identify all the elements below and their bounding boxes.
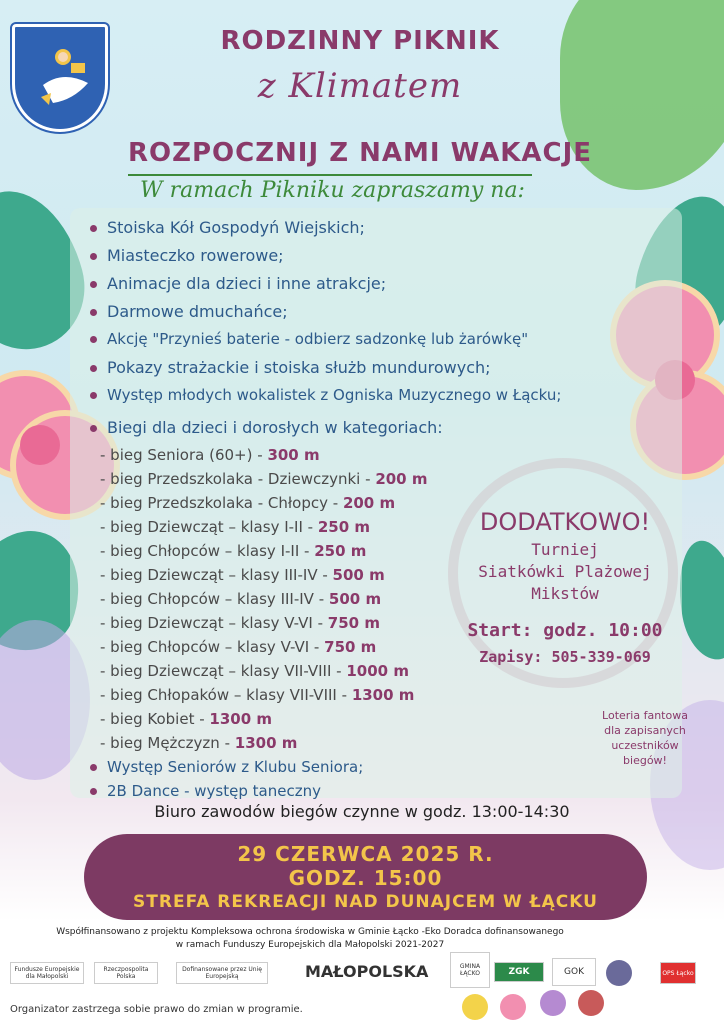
race-item xyxy=(100,518,370,536)
program-item-text: Animacje dla dzieci i inne atrakcje; xyxy=(107,274,387,293)
race-distance: 1000 m xyxy=(346,662,409,680)
race-name: - bieg Dziewcząt – klasy III-IV - xyxy=(100,566,328,584)
logo-fundusze: Fundusze Europejskie dla Małopolski xyxy=(10,962,84,984)
race-distance: 200 m xyxy=(342,494,396,512)
logo-unia: Dofinansowane przez Unię Europejską xyxy=(176,962,268,984)
logo-gok: GOK xyxy=(552,958,596,986)
lottery-line: biegów! xyxy=(623,754,667,767)
race-distance: 1300 m xyxy=(209,710,273,728)
race-distance: 750 m xyxy=(327,614,380,632)
race-item xyxy=(100,470,427,488)
logo-ops: OPS Łącko xyxy=(660,962,696,984)
lottery-line: Loteria fantowa xyxy=(602,709,688,722)
extra-heading: DODATKOWO! xyxy=(479,508,651,536)
program-item xyxy=(90,274,386,293)
race-name: - bieg Mężczyzn - xyxy=(100,734,230,752)
program-item xyxy=(90,386,561,404)
race-name: - bieg Chłopców – klasy I-II - xyxy=(100,542,310,560)
program-item xyxy=(90,218,365,237)
event-time: GODZ. 15:00 xyxy=(288,866,443,890)
logo-gmina: GMINA ŁĄCKO xyxy=(450,952,490,988)
lottery-line: dla zapisanych xyxy=(604,724,686,737)
bullet-icon xyxy=(90,425,97,432)
race-name: - bieg Kobiet - xyxy=(100,710,205,728)
race-distance: 250 m xyxy=(317,518,371,536)
race-name: - bieg Przedszkolaka - Chłopcy - xyxy=(100,494,339,512)
race-name: - bieg Seniora (60+) - xyxy=(100,446,263,464)
title-main: RODZINNY PIKNIK xyxy=(220,26,500,56)
title-divider xyxy=(128,174,532,176)
logo-small-1 xyxy=(462,994,488,1020)
logo-small-2 xyxy=(500,994,526,1020)
cofinancing-line: w ramach Funduszy Europejskich dla Małopolski 2021-2027 xyxy=(175,940,445,950)
invite-text: W ramach Pikniku zapraszamy na: xyxy=(140,178,525,203)
race-name: - bieg Przedszkolaka - Dziewczynki - xyxy=(100,470,371,488)
race-distance: 750 m xyxy=(324,638,377,656)
lottery-line: uczestników xyxy=(611,739,679,752)
race-name: - bieg Chłopaków – klasy VII-VIII - xyxy=(100,686,348,704)
bullet-icon xyxy=(90,392,97,399)
program-item-text: Pokazy strażackie i stoiska służb mundurowych; xyxy=(107,358,491,377)
crest-figure-icon xyxy=(33,45,93,115)
extra-signup: Zapisy: 505-339-069 xyxy=(479,648,651,666)
program-item xyxy=(90,358,491,377)
program-item-text: Występ Seniorów z Klubu Seniora; xyxy=(107,758,364,776)
program-item-text: Biegi dla dzieci i dorosłych w kategoriach: xyxy=(107,418,443,437)
program-item xyxy=(90,330,528,348)
logo-small-4 xyxy=(578,990,604,1016)
race-item xyxy=(100,662,409,680)
extra-line: Turniej xyxy=(531,540,599,559)
race-distance: 500 m xyxy=(332,566,385,584)
office-hours: Biuro zawodów biegów czynne w godz. 13:00-14:30 xyxy=(154,802,570,821)
extra-line: Mikstów xyxy=(531,584,599,603)
bullet-icon xyxy=(90,225,97,232)
program-item xyxy=(90,782,321,800)
logo-small-5 xyxy=(606,960,632,986)
race-name: - bieg Dziewcząt – klasy V-VI - xyxy=(100,614,323,632)
footer-note: Organizator zastrzega sobie prawo do zmian w programie. xyxy=(10,1004,303,1015)
race-item xyxy=(100,638,376,656)
program-item xyxy=(90,758,363,776)
race-item xyxy=(100,446,320,464)
title-script: z Klimatem xyxy=(257,66,463,106)
event-place: STREFA REKREACJI NAD DUNAJCEM W ŁĄCKU xyxy=(133,892,598,912)
program-item-text: Stoiska Kół Gospodyń Wiejskich; xyxy=(107,218,365,237)
race-item xyxy=(100,494,395,512)
bullet-icon xyxy=(90,365,97,372)
race-distance: 1300 m xyxy=(351,686,415,704)
logo-malopolska: MAŁOPOLSKA xyxy=(305,962,429,981)
race-distance: 500 m xyxy=(328,590,382,608)
program-item-text: Miasteczko rowerowe; xyxy=(107,246,284,265)
race-item xyxy=(100,710,272,728)
race-name: - bieg Dziewcząt – klasy VII-VIII - xyxy=(100,662,342,680)
cofinancing-note xyxy=(10,926,610,952)
program-item-text: Występ młodych wokalistek z Ogniska Muzycznego w Łącku; xyxy=(107,386,562,404)
title-subtitle: ROZPOCZNIJ Z NAMI WAKACJE xyxy=(127,138,593,168)
cofinancing-line: Współfinansowano z projektu Kompleksowa ochrona środowiska w Gminie Łącko -Eko Doradca dofinansowanego xyxy=(56,927,564,937)
extra-start: Start: godz. 10:00 xyxy=(467,620,663,641)
program-item-text: Akcję "Przynieś baterie - odbierz sadzonkę lub żarówkę" xyxy=(107,330,529,348)
event-date: 29 CZERWCA 2025 R. xyxy=(237,842,494,866)
race-name: - bieg Chłopców – klasy V-VI - xyxy=(100,638,320,656)
race-distance: 200 m xyxy=(375,470,428,488)
race-item xyxy=(100,686,414,704)
bullet-icon xyxy=(90,253,97,260)
lottery-note xyxy=(580,708,710,768)
race-distance: 1300 m xyxy=(234,734,298,752)
logo-zgk: ZGK xyxy=(494,962,544,982)
race-item xyxy=(100,734,297,752)
logo-rzeczpospolita: Rzeczpospolita Polska xyxy=(94,962,158,984)
bullet-icon xyxy=(90,764,97,771)
bullet-icon xyxy=(90,281,97,288)
race-name: - bieg Chłopców – klasy III-IV - xyxy=(100,590,325,608)
program-item-text: Darmowe dmuchańce; xyxy=(107,302,288,321)
program-item xyxy=(90,418,443,437)
race-item xyxy=(100,614,380,632)
bullet-icon xyxy=(90,309,97,316)
race-distance: 300 m xyxy=(267,446,320,464)
bullet-icon xyxy=(90,336,97,343)
gmina-crest xyxy=(12,24,108,132)
program-item-text: 2B Dance - występ taneczny xyxy=(107,782,321,800)
race-name: - bieg Dziewcząt – klasy I-II - xyxy=(100,518,314,536)
program-item xyxy=(90,302,288,321)
extra-line: Siatkówki Plażowej xyxy=(478,562,652,581)
bullet-icon xyxy=(90,788,97,795)
race-item xyxy=(100,566,385,584)
race-item xyxy=(100,542,366,560)
program-item xyxy=(90,246,284,265)
race-distance: 250 m xyxy=(314,542,367,560)
logo-small-3 xyxy=(540,990,566,1016)
race-item xyxy=(100,590,381,608)
